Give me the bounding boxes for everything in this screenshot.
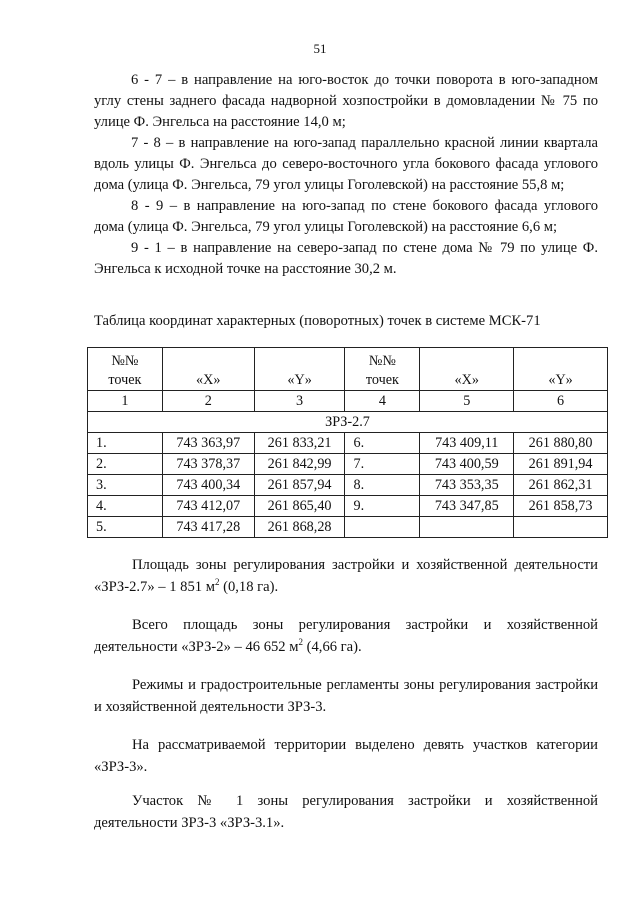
column-number: 5 <box>420 391 514 412</box>
point-number: 2. <box>88 454 163 475</box>
column-number: 4 <box>345 391 420 412</box>
column-number: 2 <box>162 391 254 412</box>
header-point-number: №№ точек <box>345 348 420 391</box>
table-header-row <box>88 348 608 391</box>
zone-label: ЗРЗ-2.7 <box>88 412 608 433</box>
route-segment-9-1: 9 - 1 – в направление на северо-запад по стене дома № 79 по улице Ф. Энгельса к исходной точке на расстояние 30,2 м. <box>94 240 598 277</box>
header-y: «Y» <box>254 348 345 391</box>
table-row <box>88 433 608 454</box>
table-row <box>88 475 608 496</box>
coordinates-table <box>87 347 608 538</box>
column-number: 6 <box>514 391 608 412</box>
table-row <box>88 496 608 517</box>
area-zrz-2-7: Площадь зоны регулирования застройки и хозяйственной деятельности «ЗРЗ-2.7» – 1 851 $м^2$ (0,18 га). <box>94 557 598 595</box>
plot-heading: Участок № 1 зоны регулирования застройки и хозяйственной деятельности ЗРЗ-3 «ЗРЗ-3.1». <box>94 793 598 831</box>
coord-y: 261 842,99 <box>254 454 345 475</box>
point-number: 9. <box>345 496 420 517</box>
column-number: 1 <box>88 391 163 412</box>
coord-x: 743 378,37 <box>162 454 254 475</box>
coord-x: 743 363,97 <box>162 433 254 454</box>
point-number: 6. <box>345 433 420 454</box>
route-segment-6-7: 6 - 7 – в направление на юго-восток до точки поворота в юго-западном углу стены заднего фасада надворной хозпостройки в домовладении № 75 по улице Ф. Энгельса на расстояние 14,0 м; <box>94 72 598 130</box>
coord-y: 261 868,28 <box>254 517 345 538</box>
coord-x: 743 412,07 <box>162 496 254 517</box>
regimes-heading: Режимы и градостроительные регламенты зоны регулирования застройки и хозяйственной деятельности ЗРЗ-3. <box>94 677 598 715</box>
point-number: 3. <box>88 475 163 496</box>
coord-x: 743 417,28 <box>162 517 254 538</box>
point-number: 1. <box>88 433 163 454</box>
coord-y: 261 833,21 <box>254 433 345 454</box>
point-number: 5. <box>88 517 163 538</box>
header-x: «X» <box>162 348 254 391</box>
table-row <box>88 454 608 475</box>
coord-y: 261 858,73 <box>514 496 608 517</box>
header-y: «Y» <box>514 348 608 391</box>
table-row <box>88 517 608 538</box>
coord-x: 743 353,35 <box>420 475 514 496</box>
point-number <box>345 517 420 538</box>
point-number: 8. <box>345 475 420 496</box>
coord-y: 261 862,31 <box>514 475 608 496</box>
coord-x: 743 400,59 <box>420 454 514 475</box>
zone-row <box>88 412 608 433</box>
column-number: 3 <box>254 391 345 412</box>
point-number: 7. <box>345 454 420 475</box>
header-x: «X» <box>420 348 514 391</box>
coord-y: 261 891,94 <box>514 454 608 475</box>
coord-x: 743 347,85 <box>420 496 514 517</box>
territory-text: На рассматриваемой территории выделено девять участков категории «ЗРЗ-3». <box>94 737 598 775</box>
coord-x: 743 409,11 <box>420 433 514 454</box>
coord-y: 261 880,80 <box>514 433 608 454</box>
area-zrz-2-total: Всего площадь зоны регулирования застройки и хозяйственной деятельности «ЗРЗ-2» – 46 652 $м^2$ (4,66 га). <box>94 617 598 655</box>
route-segment-7-8: 7 - 8 – в направление на юго-запад параллельно красной линии квартала вдоль улицы Ф. Энгельса до северо-восточного угла бокового фасада углового дома (улица Ф. Энгельса, 79 угол улицы Гоголевской) на расстояние 55,8 м; <box>94 135 598 193</box>
column-numbers-row <box>88 391 608 412</box>
header-point-number: №№ точек <box>88 348 163 391</box>
route-segment-8-9: 8 - 9 – в направление на юго-запад по стене бокового фасада углового дома (улица Ф. Энгельса, 79 угол улицы Гоголевской) на расстояние 6,6 м; <box>94 198 598 235</box>
route-description <box>94 70 598 280</box>
coord-y: 261 857,94 <box>254 475 345 496</box>
coord-y: 261 865,40 <box>254 496 345 517</box>
coord-x <box>420 517 514 538</box>
table-caption: Таблица координат характерных (поворотных) точек в системе МСК-71 <box>94 313 541 329</box>
coord-y <box>514 517 608 538</box>
point-number: 4. <box>88 496 163 517</box>
page-number: 51 <box>313 41 327 56</box>
coord-x: 743 400,34 <box>162 475 254 496</box>
